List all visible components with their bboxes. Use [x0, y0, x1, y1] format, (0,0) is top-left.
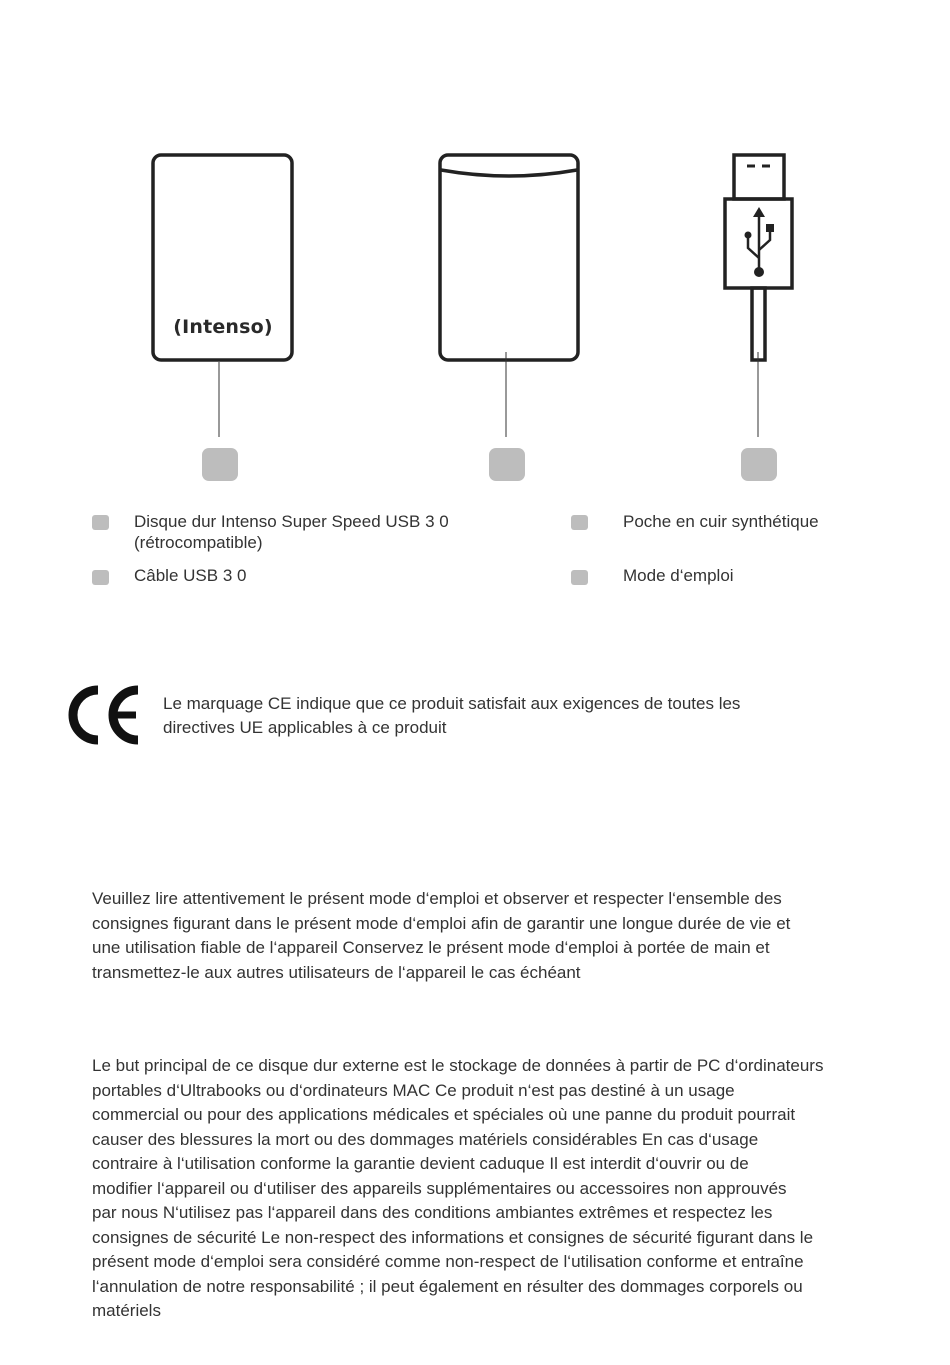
callout-marker-cable	[741, 448, 777, 481]
paragraph-line: matériels	[92, 1301, 161, 1320]
callout-marker-pouch	[489, 448, 525, 481]
paragraph-line: transmettez-le aux autres utilisateurs de l‘appareil le cas échéant	[92, 962, 581, 982]
paragraph-line: présent mode d‘emploi sera considéré comme non-respect de l‘utilisation conforme et entraîne	[92, 1252, 804, 1271]
paragraph-line: par nous N‘utilisez pas l‘appareil dans des conditions ambiantes extrêmes et respectez les	[92, 1203, 773, 1222]
paragraph-line: portables d‘Ultrabooks ou d‘ordinateurs MAC Ce produit n‘est pas destiné à un usage	[92, 1080, 735, 1100]
paragraph-line: modifier l‘appareil ou d‘utiliser des appareils supplémentaires ou accessoires non approuvés	[92, 1178, 787, 1198]
ce-mark-icon	[64, 684, 144, 746]
legend-item-drive	[134, 511, 534, 553]
paragraph-line: contraire à l‘utilisation conforme la garantie devient caduque Il est interdit d‘ouvrir ou de	[92, 1154, 749, 1173]
legend-item-label: Disque dur Intenso Super Speed USB 3 0	[134, 512, 449, 531]
legend-item-label-cont: (rétrocompatible)	[134, 533, 263, 552]
legend-marker	[92, 515, 109, 530]
paragraph-line: l‘annulation de notre responsabilité ; il peut également en résulter des dommages corporels ou	[92, 1276, 803, 1296]
intro-paragraph	[92, 887, 892, 985]
legend-marker	[571, 515, 588, 530]
legend-marker	[92, 570, 109, 585]
pouch-icon	[440, 155, 578, 360]
drive-brand-logo: (Intenso)	[173, 316, 273, 338]
intended-use-paragraph	[92, 1054, 932, 1324]
legend-item-manual	[623, 565, 923, 586]
product-illustrations	[0, 0, 950, 500]
callout-marker-drive	[202, 448, 238, 481]
paragraph-line: une utilisation fiable de l‘appareil Conservez le présent mode d‘emploi à portée de main et	[92, 938, 770, 957]
legend-item-pouch	[623, 511, 923, 532]
ce-statement-line: Le marquage CE indique que ce produit satisfait aux exigences de toutes les	[163, 694, 741, 713]
paragraph-line: Veuillez lire attentivement le présent mode d‘emploi et observer et respecter l‘ensemble des	[92, 889, 782, 908]
paragraph-line: causer des blessures la mort ou des dommages matériels considérables En cas d‘usage	[92, 1129, 759, 1149]
paragraph-line: commercial ou pour des applications médicales et spéciales où une panne du produit pourrait	[92, 1105, 796, 1124]
paragraph-line: consignes de sécurité Le non-respect des informations et consignes de sécurité figurant dans le	[92, 1227, 814, 1247]
legend-item-cable	[134, 565, 434, 586]
paragraph-line: Le but principal de ce disque dur externe est le stockage de données à partir de PC d‘ordinateurs	[92, 1056, 824, 1075]
paragraph-line: consignes figurant dans le présent mode d‘emploi afin de garantir une longue durée de vie et	[92, 913, 791, 933]
legend-item-label: Mode d‘emploi	[623, 566, 734, 585]
ce-statement-line: directives UE applicables à ce produit	[163, 718, 447, 737]
usb-cable-icon	[725, 155, 792, 360]
legend-item-label: Poche en cuir synthétique	[623, 512, 819, 531]
ce-statement	[163, 692, 863, 740]
legend-item-label: Câble USB 3 0	[134, 566, 247, 585]
legend-marker	[571, 570, 588, 585]
